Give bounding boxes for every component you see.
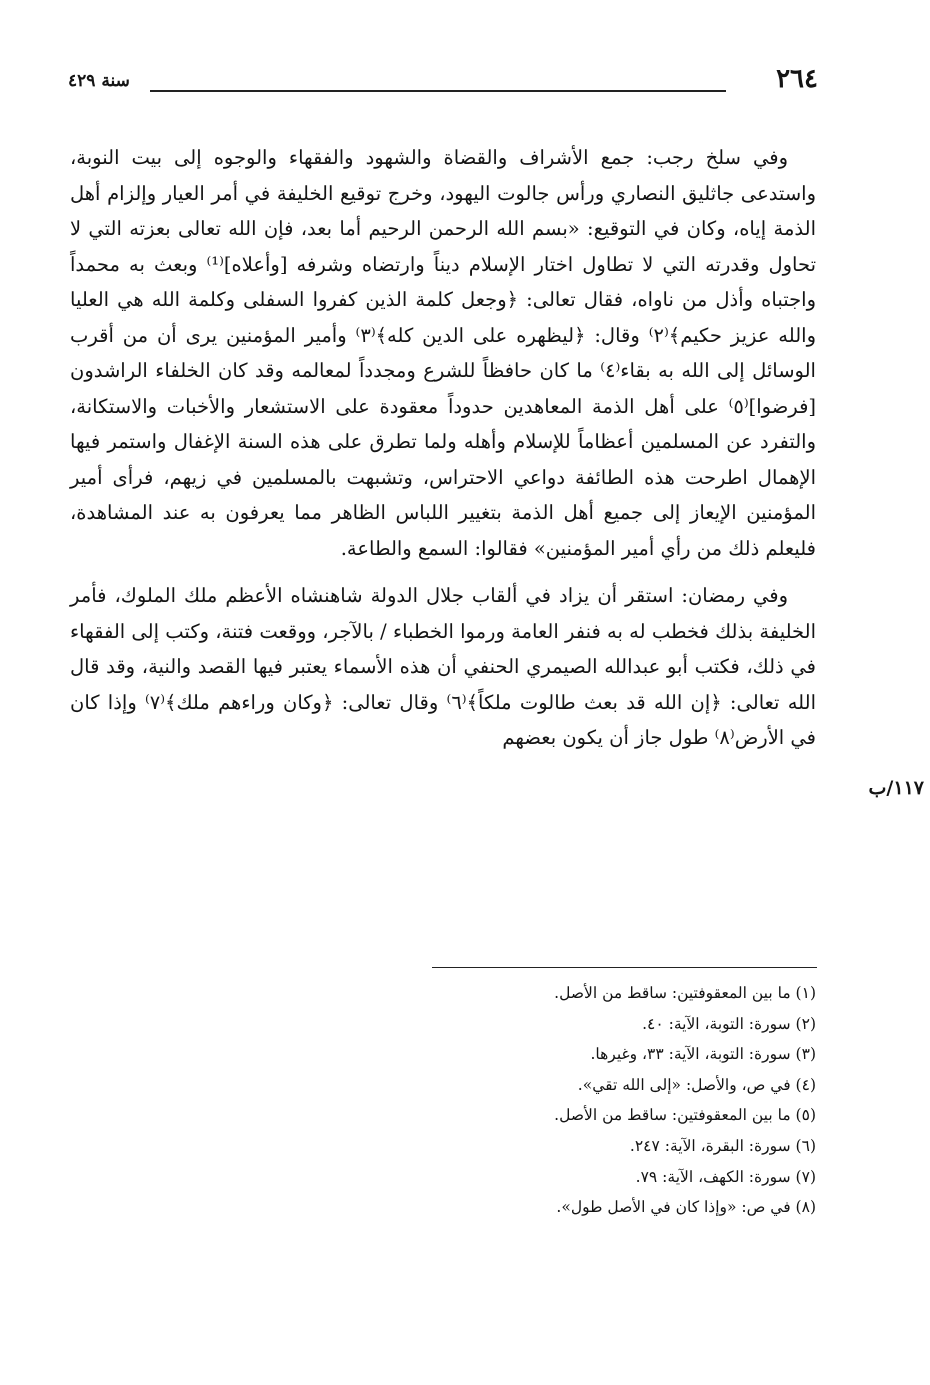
footnote-6: (٦) سورة: البقرة، الآية: ٢٤٧. <box>629 1136 816 1155</box>
running-header <box>68 62 818 102</box>
footnote-divider <box>432 967 817 968</box>
header-rule <box>150 90 726 92</box>
footnote-5: (٥) ما بين المعقوفتين: ساقط من الأصل. <box>554 1106 816 1125</box>
footnote-1: (١) ما بين المعقوفتين: ساقط من الأصل. <box>554 984 816 1002</box>
footnote-7: (٧) سورة: الكهف، الآية: ٧٩. <box>635 1167 816 1186</box>
manuscript-folio-marker: ١١٧/ب <box>868 777 924 799</box>
running-title: سنة ٤٢٩ <box>68 71 130 91</box>
footnotes-list <box>216 978 816 1223</box>
page-number: ٢٦٤ <box>776 64 818 94</box>
footnote-2: (٢) سورة: التوبة، الآية: ٤٠. <box>642 1014 816 1033</box>
footnote-8: (٨) في ص: «وإذا كان في الأصل طول». <box>556 1198 816 1217</box>
paragraph-ramadan: وفي رمضان: استقر أن يزاد في ألقاب جلال الدولة شاهنشاه الأعظم ملك الملوك، فأمر الخليفة بذلك فخطب له به فنفر العامة ورموا الخطباء / بالآجر، ووقعت فتنة، وكتب إلى الفقهاء في ذلك، فكتب أبو عبدالله الصيمري الحنفي أن هذه الأسماء يعتبر فيها القصد والنية، وقد قال الله تعالى: ﴿إن الله قد بعث طالوت ملكاً﴾⁽٦⁾ وقال تعالى: ﴿وكان وراءهم ملك﴾⁽٧⁾ وإذا كان في الأرض⁽٨⁾ طول جاز أن يكون بعضهم <box>70 584 816 749</box>
footnote-3: (٣) سورة: التوبة، الآية: ٣٣، وغيرها. <box>590 1045 816 1064</box>
paragraph-rajab: وفي سلخ رجب: جمع الأشراف والقضاة والشهود والفقهاء والوجوه إلى بيت النوبة، واستدعى جاثليق النصاري ورأس جالوت اليهود، وخرج توقيع الخليفة في أمر العيار وإلزام أهل الذمة إياه، وكان في التوقيع: «بسم الله الرحمن الرحيم أما بعد، فإن الله تعالى بعزته التي لا تحاول وقدرته التي لا تطاول اختار الإسلام ديناً وارتضاه وشرفه [وأعلاه]⁽¹⁾ وبعث به محمداً واجتباه وأذل من ناواه، فقال تعالى: ﴿وجعل كلمة الذين كفروا السفلى وكلمة الله هي العليا والله عزيز حكيم﴾⁽٢⁾ وقال: ﴿ليظهره على الدين كله﴾⁽٣⁾ وأمير المؤمنين يرى أن من أقرب الوسائل إلى الله به بقاء⁽٤⁾ ما كان حافظاً للشرع ومجدداً لمعالمه وقد كان الخلفاء الراشدون [فرضوا]⁽٥⁾ على أهل الذمة المعاهدين حدوداً معقودة على الاستشعار والأخبات والاستكانة، والتفرد عن المسلمين أعظاماً للإسلام وأهله ولما تطرق على هذه السنة الإغفال واستمر فيها الإهمال اطرحت هذه الطائفة دواعي الاحتراس، وتشبهت بالمسلمين في زيهم، فرأى أمير المؤمنين الإيعاز إلى جميع أهل الذمة بتغيير اللباس الظاهر مما يعرفون به عند المشاهدة، فليعلم ذلك من رأي أمير المؤمنين» فقالوا: السمع والطاعة. <box>70 146 816 560</box>
footnote-4: (٤) في ص، والأصل: «إلى الله تقي». <box>577 1075 816 1094</box>
main-text <box>70 140 816 768</box>
